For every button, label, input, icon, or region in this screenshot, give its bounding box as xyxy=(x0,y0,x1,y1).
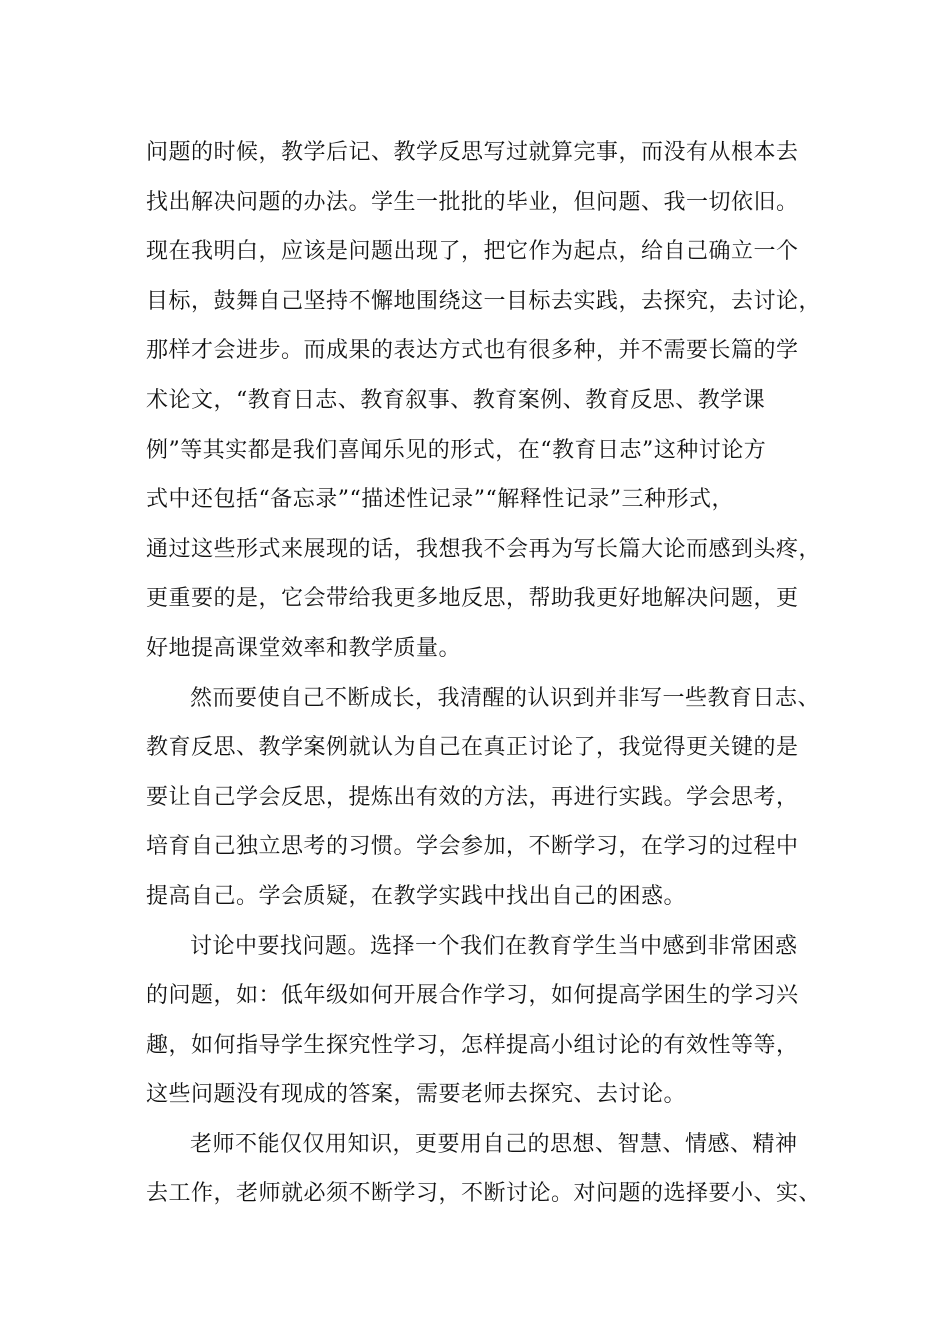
text-line: 现在我明白，应该是问题出现了，把它作为起点，给自己确立一个 xyxy=(146,239,799,265)
text-line: 提高自己。学会质疑，在教学实践中找出自己的困惑。 xyxy=(146,883,687,909)
text-line: 教育反思、教学案例就认为自己在真正讨论了，我觉得更关键的是 xyxy=(146,735,799,761)
text-line: 的问题，如：低年级如何开展合作学习，如何提高学困生的学习兴 xyxy=(146,983,799,1009)
text-line: 找出解决问题的办法。学生一批批的毕业，但问题、我一切依旧。 xyxy=(146,189,799,215)
text-line: 这些问题没有现成的答案，需要老师去探究、去讨论。 xyxy=(146,1082,687,1108)
text-line: 例”等其实都是我们喜闻乐见的形式，在“教育日志”这种讨论方 xyxy=(146,437,767,463)
text-line: 去工作，老师就必须不断学习，不断讨论。对问题的选择要小、实、 xyxy=(146,1181,822,1207)
body-text xyxy=(146,128,846,1219)
paragraph-start-line: 然而要使自己不断成长，我清醒的认识到并非写一些教育日志、 xyxy=(190,685,821,711)
text-line: 那样才会进步。而成果的表达方式也有很多种，并不需要长篇的学 xyxy=(146,338,799,364)
paragraph-start-line: 老师不能仅仅用知识，更要用自己的思想、智慧、情感、精神 xyxy=(190,1131,798,1157)
text-line: 目标，鼓舞自己坚持不懈地围绕这一目标去实践，去探究，去讨论， xyxy=(146,288,822,314)
paragraph-start-line: 讨论中要找问题。选择一个我们在教育学生当中感到非常困惑 xyxy=(190,933,798,959)
text-line: 好地提高课堂效率和教学质量。 xyxy=(146,635,462,661)
text-line: 式中还包括“备忘录”“描述性记录”“解释性记录”三种形式， xyxy=(146,487,734,513)
text-line: 培育自己独立思考的习惯。学会参加，不断学习，在学习的过程中 xyxy=(146,834,799,860)
text-line: 更重要的是，它会带给我更多地反思，帮助我更好地解决问题，更 xyxy=(146,586,799,612)
text-line: 通过这些形式来展现的话，我想我不会再为写长篇大论而感到头疼， xyxy=(146,536,822,562)
text-line: 要让自己学会反思，提炼出有效的方法，再进行实践。学会思考， xyxy=(146,784,799,810)
text-line: 术论文，“教育日志、教育叙事、教育案例、教育反思、教学课 xyxy=(146,387,766,413)
text-line: 问题的时候，教学后记、教学反思写过就算完事，而没有从根本去 xyxy=(146,140,799,165)
text-line: 趣，如何指导学生探究性学习，怎样提高小组讨论的有效性等等， xyxy=(146,1032,799,1058)
